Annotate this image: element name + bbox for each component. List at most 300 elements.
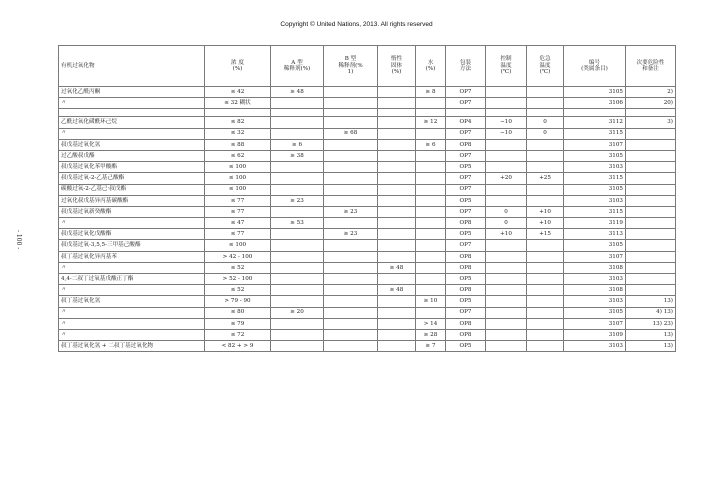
cell-packing-method: OP8 bbox=[446, 318, 486, 329]
cell-concentration: ≤ 100 bbox=[205, 240, 271, 251]
cell-inert-solid bbox=[378, 139, 416, 150]
cell-water bbox=[416, 173, 446, 184]
table-row bbox=[59, 162, 676, 173]
cell-concentration: ≤ 100 bbox=[205, 173, 271, 184]
cell-diluent-b bbox=[324, 173, 378, 184]
cell-substance-name: 〃 bbox=[59, 307, 205, 318]
cell-inert-solid bbox=[378, 296, 416, 307]
cell-water: ≥ 7 bbox=[416, 341, 446, 352]
cell-control-temperature bbox=[486, 98, 527, 109]
cell-diluent-a: ≥ 23 bbox=[271, 195, 324, 206]
cell-concentration: ≤ 82 bbox=[205, 117, 271, 128]
cell-diluent-a bbox=[271, 173, 324, 184]
cell-concentration: > 42 - 100 bbox=[205, 251, 271, 262]
cell-diluent-b bbox=[324, 251, 378, 262]
table-row bbox=[59, 285, 676, 296]
cell-un-number: 3109 bbox=[564, 329, 626, 340]
cell-emergency-temperature bbox=[527, 87, 564, 98]
cell-concentration: ≤ 72 bbox=[205, 329, 271, 340]
cell-un-number: 3115 bbox=[564, 128, 626, 139]
table-row bbox=[59, 173, 676, 184]
cell-un-number: 3107 bbox=[564, 139, 626, 150]
cell-substance-name: 过氧化叔戊基异丙基碳酸酯 bbox=[59, 195, 205, 206]
cell-packing-method: OP7 bbox=[446, 87, 486, 98]
cell-inert-solid bbox=[378, 240, 416, 251]
cell-substance-name: 叔丁基过氧化异丙基苯 bbox=[59, 251, 205, 262]
cell-diluent-b bbox=[324, 296, 378, 307]
cell-remarks bbox=[626, 229, 676, 240]
cell-packing-method: OP8 bbox=[446, 139, 486, 150]
cell-packing-method: OP7 bbox=[446, 98, 486, 109]
table-header-row bbox=[59, 46, 676, 87]
cell-control-temperature bbox=[486, 341, 527, 352]
cell-emergency-temperature bbox=[527, 341, 564, 352]
cell-un-number bbox=[564, 109, 626, 117]
cell-control-temperature bbox=[486, 318, 527, 329]
header-concentration: 浓 度 (%) bbox=[205, 46, 271, 87]
cell-emergency-temperature bbox=[527, 274, 564, 285]
cell-control-temperature bbox=[486, 162, 527, 173]
cell-substance-name: 过乙酸叔戊酯 bbox=[59, 150, 205, 161]
cell-inert-solid bbox=[378, 329, 416, 340]
cell-emergency-temperature bbox=[527, 285, 564, 296]
cell-diluent-a bbox=[271, 341, 324, 352]
cell-remarks bbox=[626, 206, 676, 217]
table-row bbox=[59, 128, 676, 139]
cell-remarks bbox=[626, 162, 676, 173]
cell-inert-solid bbox=[378, 218, 416, 229]
cell-packing-method: OP5 bbox=[446, 341, 486, 352]
cell-un-number: 3119 bbox=[564, 218, 626, 229]
header-name: 有机过氧化物 bbox=[59, 46, 205, 87]
cell-substance-name: 叔戊基过氧-3,5,5-三甲基己酸酯 bbox=[59, 240, 205, 251]
cell-diluent-a: ≥ 20 bbox=[271, 307, 324, 318]
cell-remarks bbox=[626, 240, 676, 251]
cell-diluent-b bbox=[324, 117, 378, 128]
cell-inert-solid bbox=[378, 195, 416, 206]
cell-packing-method: OP8 bbox=[446, 285, 486, 296]
cell-substance-name: 叔戊基过氧化苯甲酸酯 bbox=[59, 162, 205, 173]
cell-emergency-temperature bbox=[527, 109, 564, 117]
cell-control-temperature bbox=[486, 307, 527, 318]
cell-packing-method: OP7 bbox=[446, 307, 486, 318]
cell-inert-solid bbox=[378, 150, 416, 161]
cell-un-number: 3115 bbox=[564, 206, 626, 217]
cell-packing-method: OP5 bbox=[446, 296, 486, 307]
cell-remarks: 2) bbox=[626, 87, 676, 98]
cell-packing-method: OP8 bbox=[446, 218, 486, 229]
cell-diluent-b bbox=[324, 329, 378, 340]
cell-diluent-a bbox=[271, 184, 324, 195]
cell-diluent-a bbox=[271, 274, 324, 285]
table-row bbox=[59, 229, 676, 240]
cell-inert-solid bbox=[378, 229, 416, 240]
cell-concentration: > 52 - 100 bbox=[205, 274, 271, 285]
cell-remarks: 3) bbox=[626, 117, 676, 128]
cell-emergency-temperature bbox=[527, 296, 564, 307]
cell-diluent-b: ≥ 23 bbox=[324, 229, 378, 240]
cell-emergency-temperature bbox=[527, 184, 564, 195]
cell-packing-method: OP7 bbox=[446, 184, 486, 195]
cell-diluent-b bbox=[324, 307, 378, 318]
cell-water bbox=[416, 218, 446, 229]
cell-control-temperature: 0 bbox=[486, 218, 527, 229]
cell-packing-method: OP8 bbox=[446, 329, 486, 340]
table-row bbox=[59, 206, 676, 217]
cell-remarks: 13) 23) bbox=[626, 318, 676, 329]
cell-emergency-temperature bbox=[527, 150, 564, 161]
cell-diluent-b bbox=[324, 285, 378, 296]
cell-diluent-a bbox=[271, 128, 324, 139]
table-row bbox=[59, 240, 676, 251]
cell-packing-method: OP4 bbox=[446, 117, 486, 128]
cell-control-temperature: −10 bbox=[486, 128, 527, 139]
cell-un-number: 3108 bbox=[564, 285, 626, 296]
table-row bbox=[59, 195, 676, 206]
cell-water bbox=[416, 262, 446, 273]
cell-diluent-b: ≥ 23 bbox=[324, 206, 378, 217]
cell-substance-name: 〃 bbox=[59, 128, 205, 139]
cell-control-temperature bbox=[486, 109, 527, 117]
cell-concentration: > 79 - 90 bbox=[205, 296, 271, 307]
page-number: - 100 - bbox=[15, 230, 22, 250]
cell-diluent-b bbox=[324, 318, 378, 329]
cell-water bbox=[416, 229, 446, 240]
cell-inert-solid bbox=[378, 341, 416, 352]
header-diluent-b: B 型 稀释剂(% 1) bbox=[324, 46, 378, 87]
cell-packing-method: OP7 bbox=[446, 240, 486, 251]
cell-water bbox=[416, 274, 446, 285]
cell-emergency-temperature: +15 bbox=[527, 229, 564, 240]
cell-substance-name: 过氧化乙酰丙酮 bbox=[59, 87, 205, 98]
cell-remarks bbox=[626, 150, 676, 161]
cell-emergency-temperature: +25 bbox=[527, 173, 564, 184]
cell-diluent-a bbox=[271, 285, 324, 296]
cell-control-temperature: +20 bbox=[486, 173, 527, 184]
cell-remarks bbox=[626, 184, 676, 195]
cell-un-number: 3113 bbox=[564, 229, 626, 240]
cell-water bbox=[416, 150, 446, 161]
cell-emergency-temperature bbox=[527, 262, 564, 273]
cell-packing-method: OP5 bbox=[446, 195, 486, 206]
cell-remarks bbox=[626, 173, 676, 184]
table-row bbox=[59, 87, 676, 98]
cell-emergency-temperature bbox=[527, 98, 564, 109]
cell-concentration: ≤ 79 bbox=[205, 318, 271, 329]
cell-packing-method: OP5 bbox=[446, 162, 486, 173]
cell-inert-solid: ≥ 48 bbox=[378, 262, 416, 273]
cell-packing-method: OP5 bbox=[446, 229, 486, 240]
cell-remarks: 20) bbox=[626, 98, 676, 109]
cell-packing-method: OP5 bbox=[446, 274, 486, 285]
cell-substance-name: 〃 bbox=[59, 262, 205, 273]
cell-inert-solid bbox=[378, 109, 416, 117]
cell-inert-solid bbox=[378, 98, 416, 109]
cell-emergency-temperature: 0 bbox=[527, 117, 564, 128]
cell-water bbox=[416, 195, 446, 206]
cell-emergency-temperature bbox=[527, 139, 564, 150]
cell-concentration: ≤ 47 bbox=[205, 218, 271, 229]
cell-water: > 14 bbox=[416, 318, 446, 329]
cell-control-temperature: −10 bbox=[486, 117, 527, 128]
cell-diluent-a bbox=[271, 117, 324, 128]
cell-inert-solid bbox=[378, 307, 416, 318]
cell-un-number: 3105 bbox=[564, 307, 626, 318]
cell-control-temperature bbox=[486, 251, 527, 262]
cell-remarks bbox=[626, 251, 676, 262]
header-emergency-temperature: 危急 温度 (℃) bbox=[527, 46, 564, 87]
cell-water: ≥ 10 bbox=[416, 296, 446, 307]
cell-un-number: 3107 bbox=[564, 251, 626, 262]
cell-control-temperature bbox=[486, 285, 527, 296]
cell-remarks bbox=[626, 109, 676, 117]
cell-diluent-a: ≥ 38 bbox=[271, 150, 324, 161]
table-row bbox=[59, 150, 676, 161]
cell-substance-name: 叔丁基过氧化氢 bbox=[59, 296, 205, 307]
table-row bbox=[59, 329, 676, 340]
cell-substance-name bbox=[59, 109, 205, 117]
cell-substance-name: 〃 bbox=[59, 318, 205, 329]
cell-concentration: ≤ 62 bbox=[205, 150, 271, 161]
cell-remarks bbox=[626, 274, 676, 285]
cell-substance-name: 〃 bbox=[59, 285, 205, 296]
cell-control-temperature: +10 bbox=[486, 229, 527, 240]
table-row bbox=[59, 109, 676, 117]
cell-substance-name: 叔戊基过氧化戊酸酯 bbox=[59, 229, 205, 240]
cell-control-temperature bbox=[486, 184, 527, 195]
table-row bbox=[59, 318, 676, 329]
cell-control-temperature bbox=[486, 139, 527, 150]
cell-diluent-a bbox=[271, 329, 324, 340]
cell-concentration: ≤ 32 糊状 bbox=[205, 98, 271, 109]
cell-diluent-a bbox=[271, 162, 324, 173]
cell-emergency-temperature: +10 bbox=[527, 206, 564, 217]
cell-substance-name: 乙酰过氧化磺酰环己烷 bbox=[59, 117, 205, 128]
cell-packing-method: OP8 bbox=[446, 251, 486, 262]
cell-inert-solid bbox=[378, 173, 416, 184]
cell-diluent-a bbox=[271, 251, 324, 262]
cell-concentration: ≤ 80 bbox=[205, 307, 271, 318]
cell-concentration: ≤ 88 bbox=[205, 139, 271, 150]
cell-emergency-temperature bbox=[527, 251, 564, 262]
cell-concentration: ≤ 32 bbox=[205, 128, 271, 139]
cell-substance-name: 4,4-二叔丁过氧基戊酸正丁酯 bbox=[59, 274, 205, 285]
cell-emergency-temperature bbox=[527, 318, 564, 329]
cell-un-number: 3106 bbox=[564, 98, 626, 109]
cell-un-number: 3105 bbox=[564, 150, 626, 161]
table-row bbox=[59, 307, 676, 318]
cell-remarks: 13) bbox=[626, 329, 676, 340]
cell-diluent-b bbox=[324, 139, 378, 150]
cell-diluent-b bbox=[324, 341, 378, 352]
cell-emergency-temperature bbox=[527, 329, 564, 340]
organic-peroxide-table bbox=[58, 45, 676, 352]
cell-concentration: < 82 + > 9 bbox=[205, 341, 271, 352]
cell-water: ≥ 6 bbox=[416, 139, 446, 150]
cell-concentration: ≤ 100 bbox=[205, 184, 271, 195]
cell-substance-name: 〃 bbox=[59, 98, 205, 109]
cell-water: ≥ 8 bbox=[416, 87, 446, 98]
cell-inert-solid bbox=[378, 128, 416, 139]
cell-un-number: 3112 bbox=[564, 117, 626, 128]
cell-diluent-b bbox=[324, 218, 378, 229]
table-row bbox=[59, 251, 676, 262]
cell-un-number: 3108 bbox=[564, 262, 626, 273]
cell-diluent-b bbox=[324, 87, 378, 98]
cell-remarks bbox=[626, 262, 676, 273]
cell-substance-name: 〃 bbox=[59, 329, 205, 340]
cell-remarks bbox=[626, 128, 676, 139]
cell-un-number: 3103 bbox=[564, 162, 626, 173]
cell-diluent-a bbox=[271, 109, 324, 117]
cell-diluent-a bbox=[271, 318, 324, 329]
table-row bbox=[59, 139, 676, 150]
cell-water bbox=[416, 184, 446, 195]
cell-emergency-temperature bbox=[527, 162, 564, 173]
cell-un-number: 3103 bbox=[564, 195, 626, 206]
cell-packing-method: OP7 bbox=[446, 206, 486, 217]
copyright-notice: Copyright © United Nations, 2013. All rights reserved bbox=[280, 21, 433, 28]
cell-packing-method: OP7 bbox=[446, 128, 486, 139]
cell-un-number: 3103 bbox=[564, 274, 626, 285]
cell-control-temperature bbox=[486, 329, 527, 340]
cell-diluent-b bbox=[324, 150, 378, 161]
cell-control-temperature bbox=[486, 87, 527, 98]
table-row bbox=[59, 341, 676, 352]
cell-diluent-a: ≥ 6 bbox=[271, 139, 324, 150]
cell-diluent-a: ≥ 48 bbox=[271, 87, 324, 98]
cell-concentration bbox=[205, 109, 271, 117]
cell-substance-name: 叔丁基过氧化氢 + 二叔丁基过氧化物 bbox=[59, 341, 205, 352]
cell-emergency-temperature: +10 bbox=[527, 218, 564, 229]
cell-water bbox=[416, 128, 446, 139]
cell-diluent-a bbox=[271, 240, 324, 251]
cell-diluent-b bbox=[324, 98, 378, 109]
table-row bbox=[59, 218, 676, 229]
cell-concentration: ≤ 42 bbox=[205, 87, 271, 98]
cell-emergency-temperature bbox=[527, 195, 564, 206]
cell-un-number: 3105 bbox=[564, 87, 626, 98]
header-remarks: 次要危险性 和备注 bbox=[626, 46, 676, 87]
cell-remarks bbox=[626, 195, 676, 206]
cell-control-temperature bbox=[486, 274, 527, 285]
cell-water bbox=[416, 251, 446, 262]
cell-water: ≥ 28 bbox=[416, 329, 446, 340]
cell-concentration: ≤ 52 bbox=[205, 285, 271, 296]
cell-diluent-a: ≥ 53 bbox=[271, 218, 324, 229]
cell-diluent-b: ≥ 68 bbox=[324, 128, 378, 139]
cell-remarks: 13) bbox=[626, 341, 676, 352]
cell-diluent-a bbox=[271, 206, 324, 217]
cell-control-temperature: 0 bbox=[486, 206, 527, 217]
cell-diluent-b bbox=[324, 162, 378, 173]
cell-inert-solid bbox=[378, 251, 416, 262]
cell-control-temperature bbox=[486, 240, 527, 251]
cell-remarks bbox=[626, 139, 676, 150]
cell-concentration: ≤ 52 bbox=[205, 262, 271, 273]
cell-inert-solid bbox=[378, 117, 416, 128]
cell-inert-solid bbox=[378, 206, 416, 217]
cell-water bbox=[416, 240, 446, 251]
cell-substance-name: 叔戊基过氧新癸酸酯 bbox=[59, 206, 205, 217]
cell-substance-name: 叔戊基过氧-2-乙基己酸酯 bbox=[59, 173, 205, 184]
cell-control-temperature bbox=[486, 262, 527, 273]
cell-packing-method: OP7 bbox=[446, 173, 486, 184]
cell-packing-method: OP8 bbox=[446, 262, 486, 273]
table-row bbox=[59, 117, 676, 128]
cell-inert-solid bbox=[378, 184, 416, 195]
cell-un-number: 3107 bbox=[564, 318, 626, 329]
cell-diluent-b bbox=[324, 262, 378, 273]
cell-diluent-b bbox=[324, 274, 378, 285]
cell-substance-name: 叔戊基过氧化氢 bbox=[59, 139, 205, 150]
cell-water bbox=[416, 206, 446, 217]
table-row bbox=[59, 262, 676, 273]
cell-diluent-a bbox=[271, 98, 324, 109]
cell-packing-method: OP7 bbox=[446, 150, 486, 161]
cell-diluent-a bbox=[271, 229, 324, 240]
cell-inert-solid bbox=[378, 87, 416, 98]
cell-control-temperature bbox=[486, 150, 527, 161]
cell-un-number: 3105 bbox=[564, 240, 626, 251]
cell-diluent-b bbox=[324, 109, 378, 117]
cell-diluent-b bbox=[324, 195, 378, 206]
cell-water bbox=[416, 98, 446, 109]
cell-water bbox=[416, 162, 446, 173]
cell-emergency-temperature bbox=[527, 307, 564, 318]
cell-water bbox=[416, 307, 446, 318]
cell-inert-solid: ≥ 48 bbox=[378, 285, 416, 296]
table-row bbox=[59, 98, 676, 109]
cell-diluent-b bbox=[324, 240, 378, 251]
cell-inert-solid bbox=[378, 162, 416, 173]
header-packing-method: 包装 方法 bbox=[446, 46, 486, 87]
cell-substance-name: 碳酸过氧-2-乙基己·叔戊酯 bbox=[59, 184, 205, 195]
cell-diluent-a bbox=[271, 296, 324, 307]
header-un-number: 编号 (类属条目) bbox=[564, 46, 626, 87]
cell-concentration: ≤ 100 bbox=[205, 162, 271, 173]
cell-inert-solid bbox=[378, 274, 416, 285]
cell-water: ≥ 12 bbox=[416, 117, 446, 128]
cell-water bbox=[416, 285, 446, 296]
cell-control-temperature bbox=[486, 296, 527, 307]
cell-water bbox=[416, 109, 446, 117]
cell-concentration: ≤ 77 bbox=[205, 206, 271, 217]
header-control-temperature: 控制 温度 (℃) bbox=[486, 46, 527, 87]
cell-control-temperature bbox=[486, 195, 527, 206]
cell-remarks: 4) 13) bbox=[626, 307, 676, 318]
cell-diluent-b bbox=[324, 184, 378, 195]
cell-un-number: 3115 bbox=[564, 173, 626, 184]
cell-concentration: ≤ 77 bbox=[205, 195, 271, 206]
cell-concentration: ≤ 77 bbox=[205, 229, 271, 240]
cell-inert-solid bbox=[378, 318, 416, 329]
cell-packing-method bbox=[446, 109, 486, 117]
table-row bbox=[59, 296, 676, 307]
table-row bbox=[59, 184, 676, 195]
table-row bbox=[59, 274, 676, 285]
cell-un-number: 3105 bbox=[564, 184, 626, 195]
table-body bbox=[59, 87, 676, 352]
header-water: 水 (%) bbox=[416, 46, 446, 87]
cell-un-number: 3103 bbox=[564, 296, 626, 307]
header-diluent-a: A 型 稀释剂(%) bbox=[271, 46, 324, 87]
cell-un-number: 3103 bbox=[564, 341, 626, 352]
cell-emergency-temperature: 0 bbox=[527, 128, 564, 139]
cell-emergency-temperature bbox=[527, 240, 564, 251]
cell-remarks bbox=[626, 285, 676, 296]
cell-remarks bbox=[626, 218, 676, 229]
